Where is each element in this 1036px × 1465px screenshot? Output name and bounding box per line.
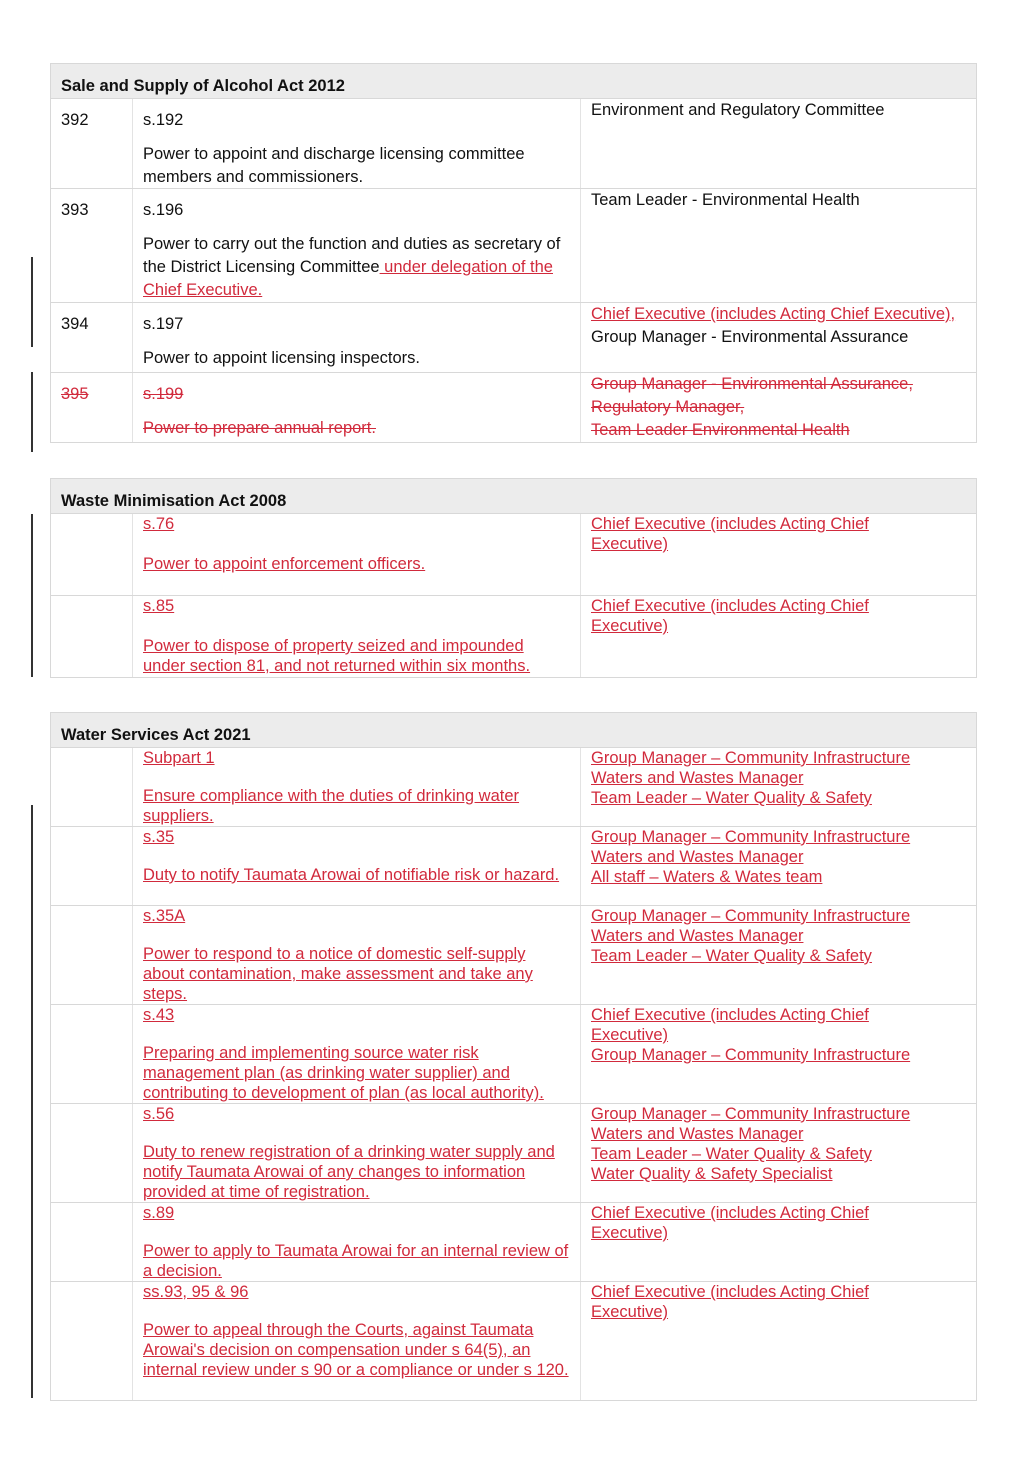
row-number [51,748,133,826]
table-row [51,1104,976,1203]
water-services-act-table [50,712,977,1401]
power-description: Power to apply to Taumata Arowai for an internal review of a decision. [143,1242,569,1280]
section-ref: s.76 [143,515,175,533]
table-row [51,1282,976,1401]
table-row [51,827,976,906]
delegate: Waters and Wastes Manager [591,927,804,945]
delegate: Chief Executive (includes Acting Chief Executive) [591,1283,869,1321]
section-ref: s.197 [143,315,184,333]
delegate-cell [581,514,976,595]
delegate-cell [581,596,976,677]
power-description: Power to dispose of property seized and impounded under section 81, and not returned within six months. [143,637,531,675]
row-number: 393 [51,189,133,302]
table-row [51,906,976,1005]
delegate-cell [581,99,976,188]
row-section-cell [133,1104,581,1202]
alcohol-act-table [50,63,977,443]
change-bar [31,257,33,347]
delegate: Waters and Wastes Manager [591,1125,804,1143]
delegate: Group Manager – Community Infrastructure [591,1105,911,1123]
row-number [51,906,133,1004]
change-bar [31,372,33,452]
power-description: Power to respond to a notice of domestic self-supply about contamination, make assessment and take any steps. [143,945,533,1003]
table-row [51,373,976,443]
power-description: Duty to notify Taumata Arowai of notifiable risk or hazard. [143,866,560,884]
table-title: Water Services Act 2021 [51,713,976,748]
delegate: Chief Executive (includes Acting Chief Executive) [591,1006,869,1044]
section-ref: s.196 [143,201,184,219]
delegate: Team Leader – Water Quality & Safety [591,1145,872,1163]
delegate-deleted: Team Leader Environmental Health [591,421,850,439]
delegate: Environment and Regulatory Committee [591,101,885,119]
power-description: Preparing and implementing source water risk management plan (as drinking water supplier) and contributing to development of plan (as local authority). [143,1044,544,1102]
delegate: Group Manager - Environmental Assurance [591,328,909,346]
row-number [51,514,133,595]
section-ref: s.192 [143,111,184,129]
row-number [51,1282,133,1400]
row-section-cell [133,303,581,372]
row-number [51,596,133,677]
row-section-cell [133,99,581,188]
row-section-cell [133,1005,581,1103]
delegate-cell [581,1203,976,1281]
description-text: Power to carry out the function and duties as secretary of the District Licensing Committee [143,235,561,276]
table-title: Sale and Supply of Alcohol Act 2012 [51,64,976,99]
power-description: Power to appoint and discharge licensing committee members and commissioners. [143,145,525,186]
delegate-cell [581,748,976,826]
change-bar [31,514,33,677]
row-number [51,1203,133,1281]
delegate-cell [581,189,976,302]
table-row [51,514,976,596]
row-section-cell [133,189,581,302]
row-section-cell [133,906,581,1004]
power-description [143,233,570,302]
power-description: Power to appeal through the Courts, against Taumata Arowai's decision on compensation under s 64(5), an internal review under s 90 or a compliance or under s 120. [143,1321,569,1379]
delegate-deleted: Group Manager - Environmental Assurance, [591,375,913,393]
row-section-cell [133,1203,581,1281]
power-description-deleted: Power to prepare annual report. [143,419,376,437]
delegate: Water Quality & Safety Specialist [591,1165,833,1183]
row-section-cell [133,748,581,826]
delegate: All staff – Waters & Wates team [591,868,823,886]
table-row [51,1203,976,1282]
row-number-deleted: 395 [51,373,133,442]
section-ref: ss.93, 95 & 96 [143,1283,249,1301]
delegate: Waters and Wastes Manager [591,848,804,866]
power-description: Power to appoint licensing inspectors. [143,349,420,367]
change-bar [31,805,33,1398]
delegate: Chief Executive (includes Acting Chief Executive) [591,1204,869,1242]
table-title: Waste Minimisation Act 2008 [51,479,976,514]
delegate-cell [581,1282,976,1400]
section-ref: s.56 [143,1105,175,1123]
delegate: Waters and Wastes Manager [591,769,804,787]
inserted-delegate: Chief Executive (includes Acting Chief Executive), [591,305,956,323]
row-number [51,827,133,905]
delegate: Chief Executive (includes Acting Chief Executive) [591,515,869,553]
section-ref-deleted: s.199 [143,385,184,403]
row-number: 392 [51,99,133,188]
delegate: Group Manager – Community Infrastructure [591,828,911,846]
row-section-cell [133,827,581,905]
row-number [51,1104,133,1202]
section-ref: s.43 [143,1006,175,1024]
delegate: Group Manager – Community Infrastructure [591,907,911,925]
delegate-cell [581,1005,976,1103]
row-section-cell [133,373,581,442]
delegate: Chief Executive (includes Acting Chief Executive) [591,597,869,635]
section-ref: s.35 [143,828,175,846]
delegate: Team Leader – Water Quality & Safety [591,947,872,965]
section-ref: s.89 [143,1204,175,1222]
power-description: Ensure compliance with the duties of drinking water suppliers. [143,787,520,825]
section-ref: s.85 [143,597,175,615]
table-row [51,1005,976,1104]
delegate: Group Manager – Community Infrastructure [591,749,911,767]
table-row [51,189,976,303]
row-section-cell [133,514,581,595]
row-section-cell [133,596,581,677]
delegate-cell [581,827,976,905]
delegate-cell [581,1104,976,1202]
inserted-text: under delegation of the Chief Executive. [143,258,553,299]
power-description: Duty to renew registration of a drinking water supply and notify Taumata Arowai of any changes to information provided at time of registration. [143,1143,555,1201]
table-row [51,748,976,827]
section-ref: s.35A [143,907,186,925]
delegate: Group Manager – Community Infrastructure [591,1046,911,1064]
row-number: 394 [51,303,133,372]
waste-act-table [50,478,977,678]
table-row [51,99,976,189]
delegate-deleted: Regulatory Manager, [591,398,745,416]
delegate: Team Leader – Water Quality & Safety [591,789,872,807]
delegate-cell [581,373,976,442]
table-row [51,303,976,373]
section-ref: Subpart 1 [143,749,215,767]
row-section-cell [133,1282,581,1400]
delegate-cell [581,906,976,1004]
table-row [51,596,976,678]
delegate-cell [581,303,976,372]
delegate: Team Leader - Environmental Health [591,191,860,209]
row-number [51,1005,133,1103]
power-description: Power to appoint enforcement officers. [143,555,426,573]
